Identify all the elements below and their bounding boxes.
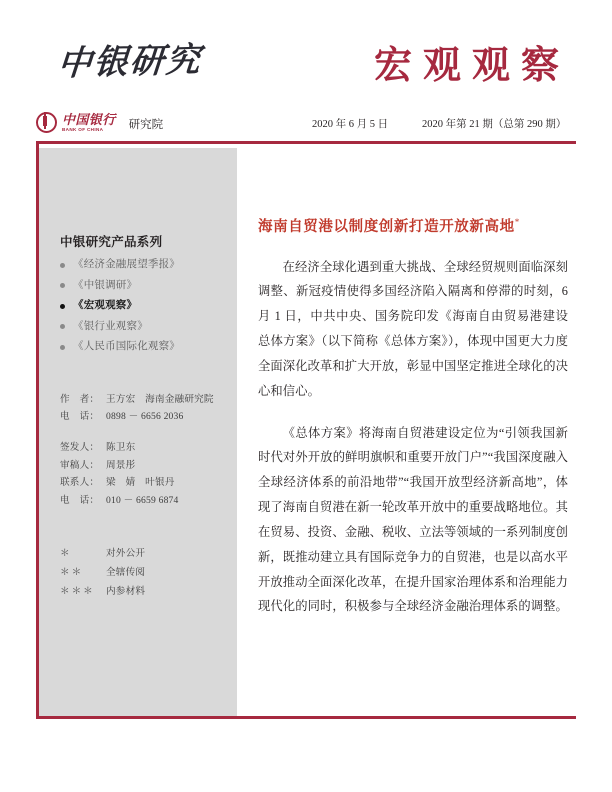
note-marker-icon: ＊ — [60, 547, 72, 559]
issuer-row — [60, 439, 230, 457]
sidebar-item-label: 《人民币国际化观察》 — [73, 341, 180, 352]
phone-primary-label: 电 话： — [60, 411, 100, 423]
sidebar-item-0[interactable] — [60, 260, 230, 271]
reviewer-row — [60, 457, 230, 475]
sidebar-item-2-active[interactable] — [60, 301, 230, 312]
product-series-list — [60, 260, 230, 353]
bank-of-china-logo — [36, 112, 163, 133]
note-text: 内参材料 — [106, 586, 146, 598]
bank-name-cn: 中国银行 — [62, 111, 116, 127]
issuer-label: 签发人： — [60, 441, 100, 453]
article-title-footnote-marker: * — [514, 217, 520, 227]
department-label: 研究院 — [128, 119, 164, 131]
issuer-value: 陈卫东 — [106, 441, 136, 453]
phone-secondary-value: 010 － 6659 6874 — [106, 495, 179, 507]
reviewer-value: 周景彤 — [106, 459, 136, 471]
sidebar-item-label: 《经济金融展望季报》 — [73, 259, 180, 270]
header-divider-rule — [36, 141, 576, 144]
author-row — [60, 391, 230, 409]
distribution-note-2 — [60, 582, 230, 601]
note-marker-icon: ＊＊＊ — [60, 586, 95, 598]
sidebar-item-label: 《银行业观察》 — [73, 320, 148, 332]
publication-metadata — [60, 391, 230, 510]
contact-label: 联系人： — [60, 477, 100, 489]
distribution-notes — [60, 544, 230, 602]
sidebar-item-3[interactable] — [60, 322, 230, 333]
issue-number: 2020 年第 21 期（总第 290 期） — [422, 119, 567, 130]
issue-date: 2020 年 6 月 5 日 — [312, 119, 389, 130]
journal-title: 宏观观察 — [373, 45, 570, 87]
note-text: 对外公开 — [106, 547, 146, 559]
distribution-note-1 — [60, 563, 230, 582]
sidebar-item-4[interactable] — [60, 342, 230, 353]
article-content — [258, 148, 568, 631]
author-value: 王方宏 海南金融研究院 — [106, 393, 214, 405]
article-paragraph-1: 在经济全球化遇到重大挑战、全球经贸规则面临深刻调整、新冠疫情使得多国经济陷入隔离和停滞的时刻，6 月 1 日，中共中央、国务院印发《海南自由贸易港建设总体方案》（以下简称《总体方案》），体现中国更大力度全面深化改革和扩大开放，彰显中国坚定推进全球化的决心和信心。 — [258, 259, 568, 398]
bullet-icon — [60, 263, 65, 268]
sidebar-item-label: 《中银调研》 — [73, 279, 138, 291]
phone-secondary-row — [60, 492, 230, 510]
bullet-icon — [60, 304, 65, 309]
sidebar-item-1[interactable] — [60, 281, 230, 292]
author-label: 作 者： — [60, 393, 100, 405]
phone-primary-row — [60, 408, 230, 426]
info-bar — [36, 110, 576, 138]
metadata-spacer — [60, 426, 230, 439]
footer-divider-rule — [36, 716, 576, 719]
boc-emblem-icon — [36, 112, 57, 133]
article-title — [258, 216, 568, 239]
sidebar-panel — [39, 148, 237, 716]
bullet-icon — [60, 283, 65, 288]
note-marker-icon: ＊＊ — [60, 567, 84, 579]
contact-row — [60, 474, 230, 492]
masthead — [36, 28, 576, 110]
reviewer-label: 审稿人： — [60, 459, 100, 471]
bank-name-en: BANK OF CHINA — [62, 126, 104, 132]
brush-calligraphy-logo: 中银研究 — [56, 41, 204, 84]
note-text: 全辖传阅 — [106, 567, 146, 579]
bullet-icon — [60, 324, 65, 329]
phone-primary-value: 0898 － 6656 2036 — [106, 411, 184, 423]
sidebar-item-label: 《宏观观察》 — [73, 300, 138, 311]
bullet-icon — [60, 345, 65, 350]
phone-secondary-label: 电 话： — [60, 495, 100, 507]
distribution-note-0 — [60, 544, 230, 563]
contact-value: 梁 婧 叶银丹 — [106, 477, 175, 489]
article-paragraph-2: 《总体方案》将海南自贸港建设定位为“引领我国新时代对外开放的鲜明旗帜和重要开放门户”“我国深度融入全球经济体系的前沿地带”“我国开放型经济新高地”，体现了海南自贸港在新一轮改革开放中的重要战略地位。其在贸易、投资、金融、税收、立法等领域的一系列制度创新，既推动建立具有国际竞争力的自贸港，也是以高水平开放推动全面深化改革，在提升国家治理体系和治理能力现代化的同时，积极参与全球经济金融治理体系的调整。 — [258, 425, 568, 614]
sidebar-heading: 中银研究产品系列 — [60, 235, 163, 249]
article-title-text: 海南自贸港以制度创新打造开放新高地 — [258, 218, 515, 235]
